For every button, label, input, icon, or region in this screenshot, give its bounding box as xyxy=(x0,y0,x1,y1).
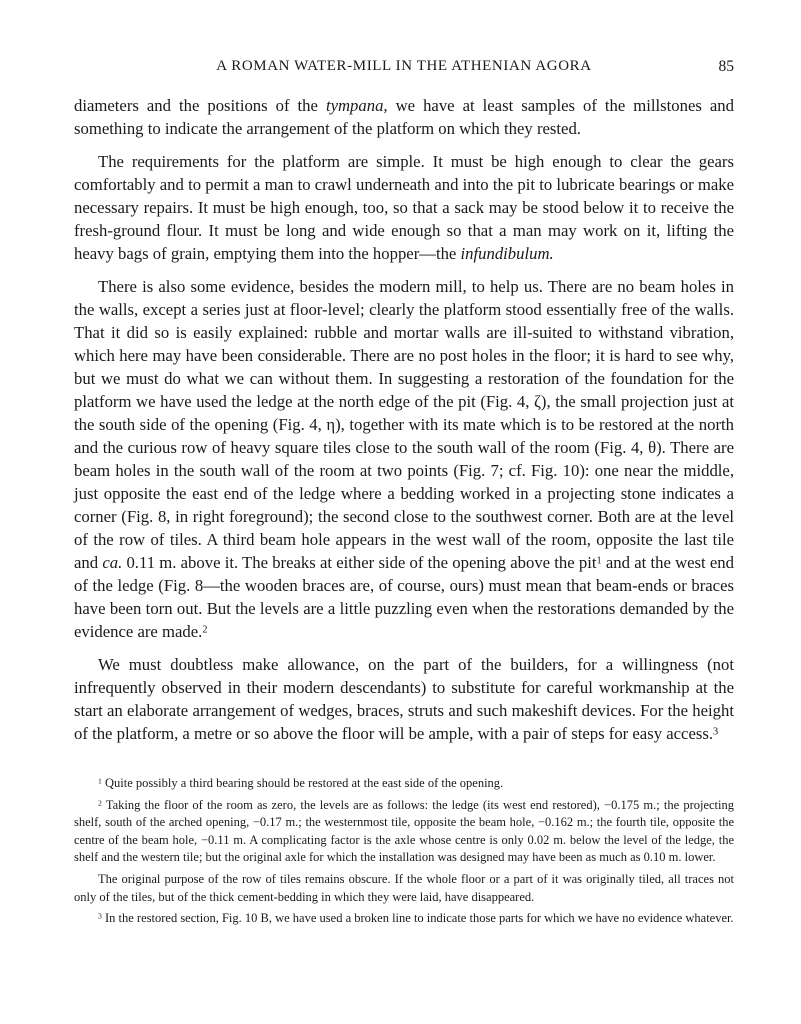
footnote-mark: 3 xyxy=(98,911,102,921)
paragraph-4 xyxy=(74,653,734,745)
footnotes xyxy=(74,775,734,932)
text-run: and at the west end of the ledge (Fig. 8—the wooden braces are, of course, ours) must mean that beam-ends or braces have been torn out. But the levels are a little puzzling even when the restorations demanded by the evidence are made. xyxy=(74,553,734,641)
footnote-mark: 1 xyxy=(98,776,102,786)
footnote-3 xyxy=(74,910,734,928)
page-number: 85 xyxy=(718,58,734,75)
text-run: we have at least samples of the millstones and something to indicate the arrangement of the platform on which they rested. xyxy=(74,96,734,138)
text-run: diameters and the positions of the xyxy=(74,96,326,115)
running-header xyxy=(74,58,734,78)
footnote-text: Taking the floor of the room as zero, the levels are as follows: the ledge (its west end restored), −0.175 m.; the projecting shelf, south of the arched opening, −0.17 m.; the westernmost tile, opposite the beam hole, −0.162 m.; the fourth tile, opposite the centre of the beam hole, −0.11 m. A complicating factor is the axle whose centre is only 0.02 m. below the level of the ledge, the shelf and the western tile; but the original axle for which the installation was designed may have been as much as 0.10 m. lower. xyxy=(74,797,734,865)
text-run: We must doubtless make allowance, on the part of the builders, for a willingness (not infrequently observed in their modern descendants) to substitute for careful workmanship at the start an elaborate arrangement of wedges, braces, struts and such makeshift devices. For the height of the platform, a metre or so above the floor will be ample, with a pair of steps for easy access. xyxy=(74,655,734,743)
footnote-ref-2[interactable]: 2 xyxy=(202,624,208,636)
footnote-2-continued xyxy=(74,871,734,906)
footnote-text: Quite possibly a third bearing should be restored at the east side of the opening. xyxy=(101,776,504,790)
footnote-2 xyxy=(74,797,734,867)
body-text xyxy=(74,94,734,745)
footnote-ref-1[interactable]: 1 xyxy=(596,555,602,567)
running-title: A ROMAN WATER-MILL IN THE ATHENIAN AGORA xyxy=(216,58,592,74)
footnote-text: In the restored section, Fig. 10 B, we have used a broken line to indicate those parts for which we have no evidence whatever. xyxy=(101,911,734,926)
footnote-ref-3[interactable]: 3 xyxy=(713,726,719,738)
footnote-text: The original purpose of the row of tiles remains obscure. If the whole floor or a part of it was originally tiled, all traces not only of the tiles, but of the thick cement-bedding in which they were laid, have disappeared. xyxy=(74,871,734,904)
paragraph-2 xyxy=(74,150,734,265)
italic-term: ca. xyxy=(102,553,123,572)
footnote-mark: 2 xyxy=(98,798,102,808)
paragraph-3 xyxy=(74,275,734,643)
italic-term: tympana, xyxy=(325,96,388,115)
italic-term: infundibulum. xyxy=(460,244,554,263)
footnote-1 xyxy=(74,775,734,793)
text-run: 0.11 m. above it. The breaks at either side of the opening above the pit xyxy=(122,553,597,572)
text-run: There is also some evidence, besides the modern mill, to help us. There are no beam holes in the walls, except a series just at floor-level; clearly the platform stood essentially free of the walls. That it did so is easily explained: rubble and mortar walls are ill-suited to withstand vibration, which here may have been considerable. There are no post holes in the floor; it is hard to see why, but we must do what we can without them. In suggesting a restoration of the foundation for the platform we have used the ledge at the north edge of the pit (Fig. 4, ζ), the small projection just at the south side of the opening (Fig. 4, η), together with its mate which is to be restored at the north and the curious row of heavy square tiles close to the south wall of the room (Fig. 4, θ). There are beam holes in the south wall of the room at two points (Fig. 7; cf. Fig. 10): one near the middle, just opposite the east end of the ledge where a bedding worked in a projecting stone indicates a corner (Fig. 8, in right foreground); the second close to the southwest corner. Both are at the level of the row of tiles. A third beam hole appears in the west wall of the room, opposite the last tile and xyxy=(74,277,734,572)
paragraph-1 xyxy=(74,94,734,140)
text-run: The requirements for the platform are simple. It must be high enough to clear the gears comfortably and to permit a man to crawl underneath and into the pit to lubricate bearings or make necessary repairs. It must be high enough, too, so that a sack may be stood below it to receive the fresh-ground flour. It must be long and wide enough so that a man may work on it, lifting the heavy bags of grain, emptying them into the hopper—the xyxy=(74,152,734,263)
